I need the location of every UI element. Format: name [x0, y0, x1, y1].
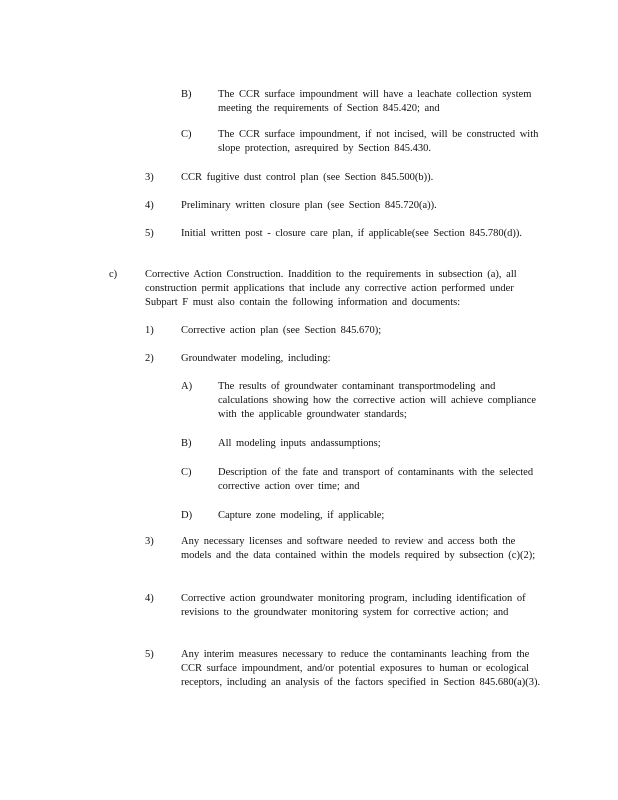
item-text: The CCR surface impoundment will have a leachate collection system meeting the requirements of Section 845.420; and [218, 89, 532, 114]
item-text: Any necessary licenses and software needed to review and access both the models and the data contained within the models required by subsection (c)(2); [181, 536, 536, 561]
list-item-b-leachate [181, 88, 541, 116]
list-item-3-licenses [145, 535, 541, 563]
list-item-c-slope-protection [181, 128, 541, 156]
list-item-3-dust-plan [145, 171, 541, 185]
item-label: 3) [145, 172, 154, 183]
item-text: Any interim measures necessary to reduce the contaminants leaching from the CCR surface impoundment, and/or potential exposures to human or ecological receptors, including an analysis of the factors specified in Section 845.680(a)(3). [181, 649, 541, 688]
list-item-c-corrective-action [109, 268, 540, 310]
item-label: 2) [145, 353, 154, 364]
item-text: Preliminary written closure plan (see Section 845.720(a)). [181, 200, 437, 211]
item-label: 4) [145, 200, 154, 211]
item-text: Groundwater modeling, including: [181, 353, 331, 364]
item-text: The CCR surface impoundment, if not incised, will be constructed with slope protection, asrequired by Section 845.430. [218, 129, 539, 154]
list-item-1-corrective-plan [145, 324, 541, 338]
item-label: C) [181, 467, 192, 478]
item-label: A) [181, 381, 193, 392]
item-text: Corrective Action Construction. Inaddition to the requirements in subsection (a), all construction permit applications that include any corrective action performed under Subpart F must also contain the following information and documents: [145, 269, 517, 308]
list-item-d-capture-zone [181, 509, 541, 523]
list-item-a-results [181, 380, 541, 422]
list-item-4-monitoring-program [145, 592, 541, 620]
item-label: c) [109, 269, 118, 280]
item-text: The results of groundwater contaminant transportmodeling and calculations showing how the corrective action will achieve compliance with the applicable groundwater standards; [218, 381, 537, 420]
item-label: D) [181, 510, 193, 521]
list-item-4-closure-plan [145, 199, 541, 213]
list-item-b-inputs [181, 437, 541, 451]
item-label: 5) [145, 649, 154, 660]
item-text: All modeling inputs andassumptions; [218, 438, 381, 449]
item-text: CCR fugitive dust control plan (see Section 845.500(b)). [181, 172, 434, 183]
list-item-5-post-closure [145, 227, 541, 241]
item-label: C) [181, 129, 192, 140]
list-item-5-interim-measures [145, 648, 541, 690]
item-label: B) [181, 89, 192, 100]
item-text: Corrective action groundwater monitoring program, including identification of revisions to the groundwater monitoring system for corrective action; and [181, 593, 526, 618]
item-text: Corrective action plan (see Section 845.670); [181, 325, 382, 336]
item-text: Capture zone modeling, if applicable; [218, 510, 385, 521]
item-label: B) [181, 438, 192, 449]
item-label: 3) [145, 536, 154, 547]
item-label: 4) [145, 593, 154, 604]
item-text: Description of the fate and transport of contaminants with the selected corrective action over time; and [218, 467, 534, 492]
item-label: 5) [145, 228, 154, 239]
item-label: 1) [145, 325, 154, 336]
list-item-2-groundwater-modeling [145, 352, 541, 366]
list-item-c-fate-transport [181, 466, 541, 494]
item-text: Initial written post - closure care plan, if applicable(see Section 845.780(d)). [181, 228, 523, 239]
